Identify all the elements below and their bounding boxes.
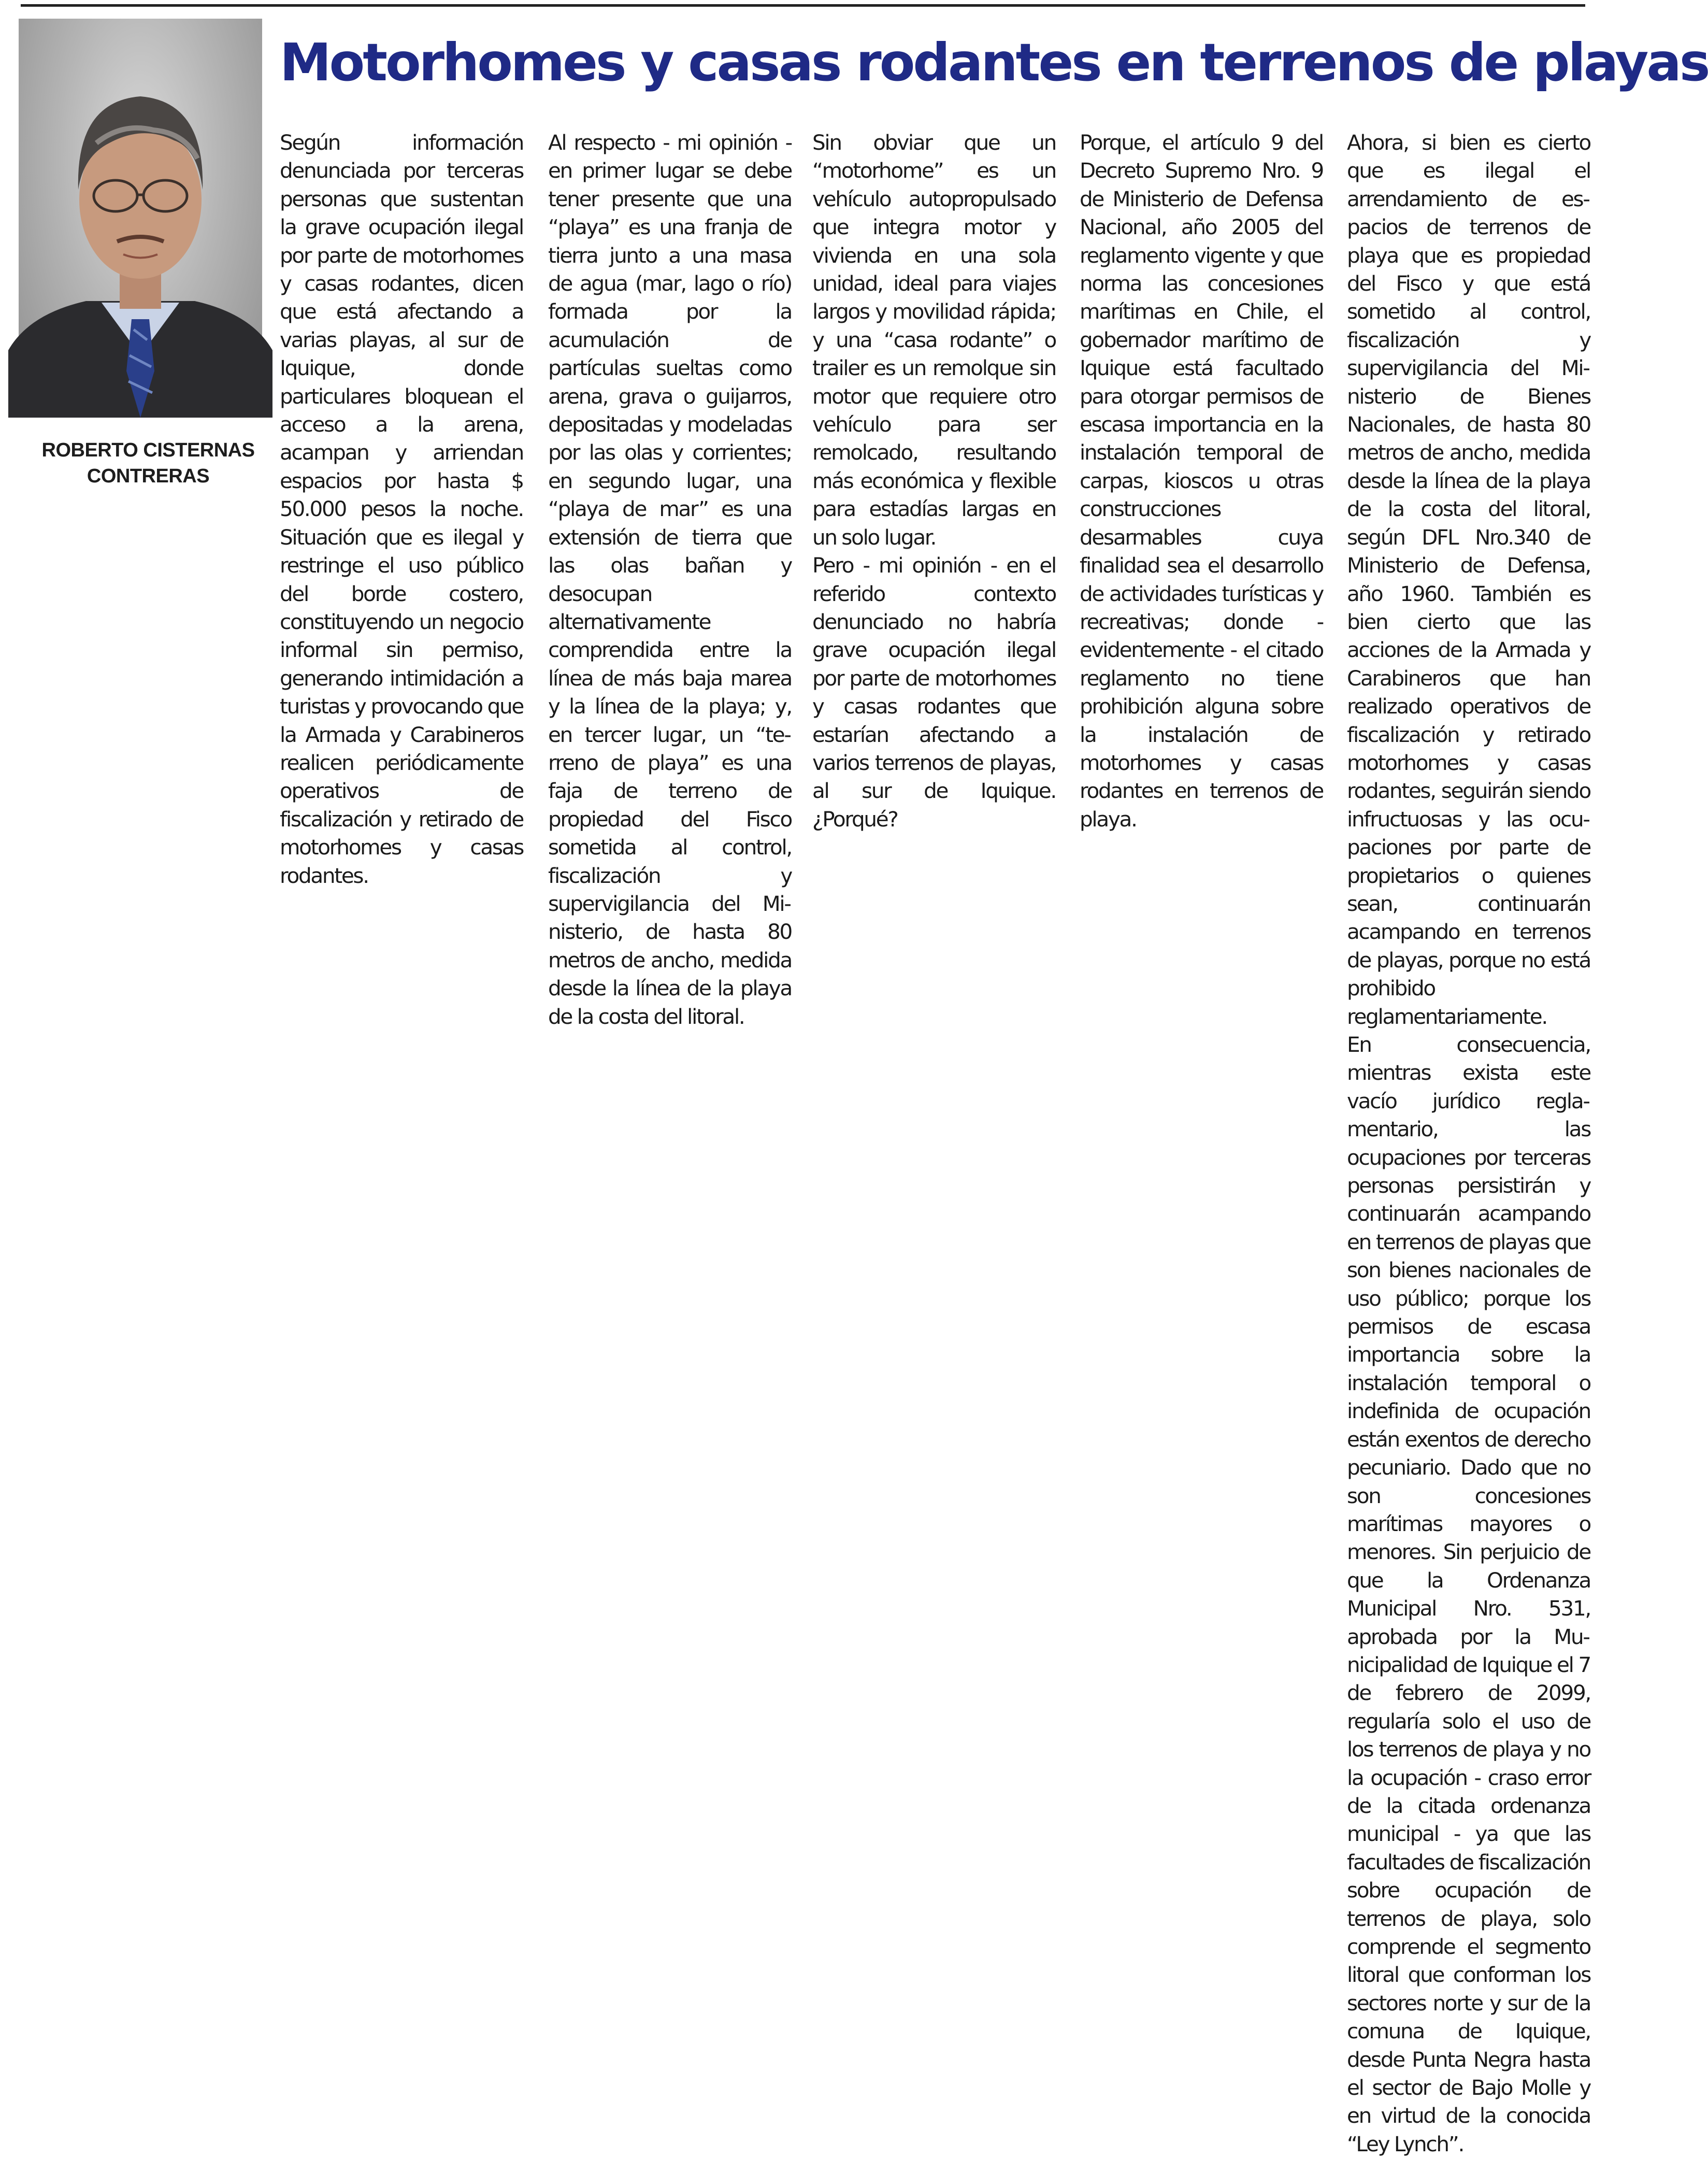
article-paragraph: Según información denunciada por terceras personas que sustentan la grave ocupación ilegal por parte de motorhomes y casas rodantes, dicen que está afectando a varias playas, al sur de Iquique, donde particulares bloquean el acceso a la arena, acampan y arriendan espacios por hasta $ 50.000 pesos la noche. Situación que es ilegal y restringe el uso público del borde costero, constituyendo un negocio informal sin permiso, generando intimidación a turistas y provocando que la Armada y Carabineros realicen periódicamente operativos de fiscalización y retirado de motorhomes y casas rodantes.	[280, 130, 523, 888]
article-column-5	[1347, 128, 1590, 2158]
article-paragraph: En consecuencia, mientras exista este vacío jurídico reglamentario, las ocupaciones por terceras personas persistirán y continuarán acampando en terrenos de playas que son bienes nacionales de uso público; porque los permisos de escasa importancia sobre la instalación temporal o indefinida de ocupación están exentos de derecho pecuniario. Dado que no son concesiones marítimas mayores o menores. Sin perjuicio de que la Ordenanza Municipal Nro. 531, aprobada por la Municipalidad de Iquique el 7 de febrero de 2099, regularía solo el uso de los terrenos de playa y no la ocupación - craso error de la citada ordenanza municipal - ya que las facultades de fiscalización sobre ocupación de terrenos de playa, solo comprende el segmento litoral que conforman los sectores norte y sur de la comuna de Iquique, desde Punta Negra hasta el sector de Bajo Molle y en virtud de la conocida “Ley Lynch”.	[1347, 1032, 1590, 2156]
author-name-line1: ROBERTO CISTERNAS	[41, 439, 255, 461]
author-photo	[19, 19, 262, 418]
author-name	[19, 437, 278, 489]
article-paragraph: Al respecto - mi opinión - en primer lugar se debe tener presente que una “playa” es una franja de tierra junto a una masa de agua (mar, lago o río) formada por la acumulación de partículas sueltas como arena, grava o guijarros, depositadas y modeladas por las olas y corrientes; en segundo lugar, una “playa de mar” es una extensión de tierra que las olas bañan y desocupan alternativamente comprendida entre la línea de más baja marea y la línea de la playa; y, en tercer lugar, un “terreno de playa” es una faja de terreno de propiedad del Fisco sometida al control, fiscalización y supervigilancia del Ministerio, de hasta 80 metros de ancho, medida desde la línea de la playa de la costa del litoral.	[548, 130, 792, 1029]
article-paragraph: Sin obviar que un “motorhome” es un vehículo autopropulsado que integra motor y vivienda en una sola unidad, ideal para viajes largos y movilidad rápida; y una “casa rodante” o trailer es un remolque sin motor que requiere otro vehículo para ser remolcado, resultando más económica y flexible para estadías largas en un solo lugar.	[812, 130, 1056, 550]
article-column-3	[812, 128, 1056, 833]
author-name-line2: CONTRERAS	[87, 465, 210, 487]
article-headline: Motorhomes y casas rodantes en terrenos de playas	[280, 32, 1708, 93]
article-column-2	[548, 128, 792, 1031]
article-paragraph: Ahora, si bien es cierto que es ilegal el arrendamiento de espacios de terrenos de playa que es propiedad del Fisco y que está sometido al control, fiscalización y supervigilancia del Ministerio de Bienes Nacionales, de hasta 80 metros de ancho, medida desde la línea de la playa de la costa del litoral, según DFL Nro.340 de Ministerio de Defensa, año 1960. También es bien cierto que las acciones de la Armada y Carabineros que han realizado operativos de fiscalización y retirado motorhomes y casas rodantes, seguirán siendo infructuosas y las ocupaciones por parte de propietarios o quienes sean, continuarán acampando en terrenos de playas, porque no está prohibido reglamentariamente.	[1347, 130, 1590, 1029]
top-rule	[21, 4, 1585, 7]
article-paragraph: Porque, el artículo 9 del Decreto Supremo Nro. 9 de Ministerio de Defensa Nacional, año 2005 del reglamento vigente y que norma las concesiones marítimas en Chile, el gobernador marítimo de Iquique está facultado para otorgar permisos de escasa importancia en la instalación temporal de carpas, kioscos u otras construcciones desarmables cuya finalidad sea el desarrollo de actividades turísticas y recreativas; donde - evidentemente - el citado reglamento no tiene prohibición alguna sobre la instalación de motorhomes y casas rodantes en terrenos de playa.	[1080, 130, 1323, 832]
article-column-1	[280, 128, 523, 890]
article-column-4	[1080, 128, 1323, 833]
author-portrait-illustration	[19, 19, 262, 418]
article-paragraph: Pero - mi opinión - en el referido contexto denunciado no habría grave ocupación ilegal por parte de motorhomes y casas rodantes que estarían afectando a varios terrenos de playas, al sur de Iquique. ¿Porqué?	[812, 553, 1056, 832]
